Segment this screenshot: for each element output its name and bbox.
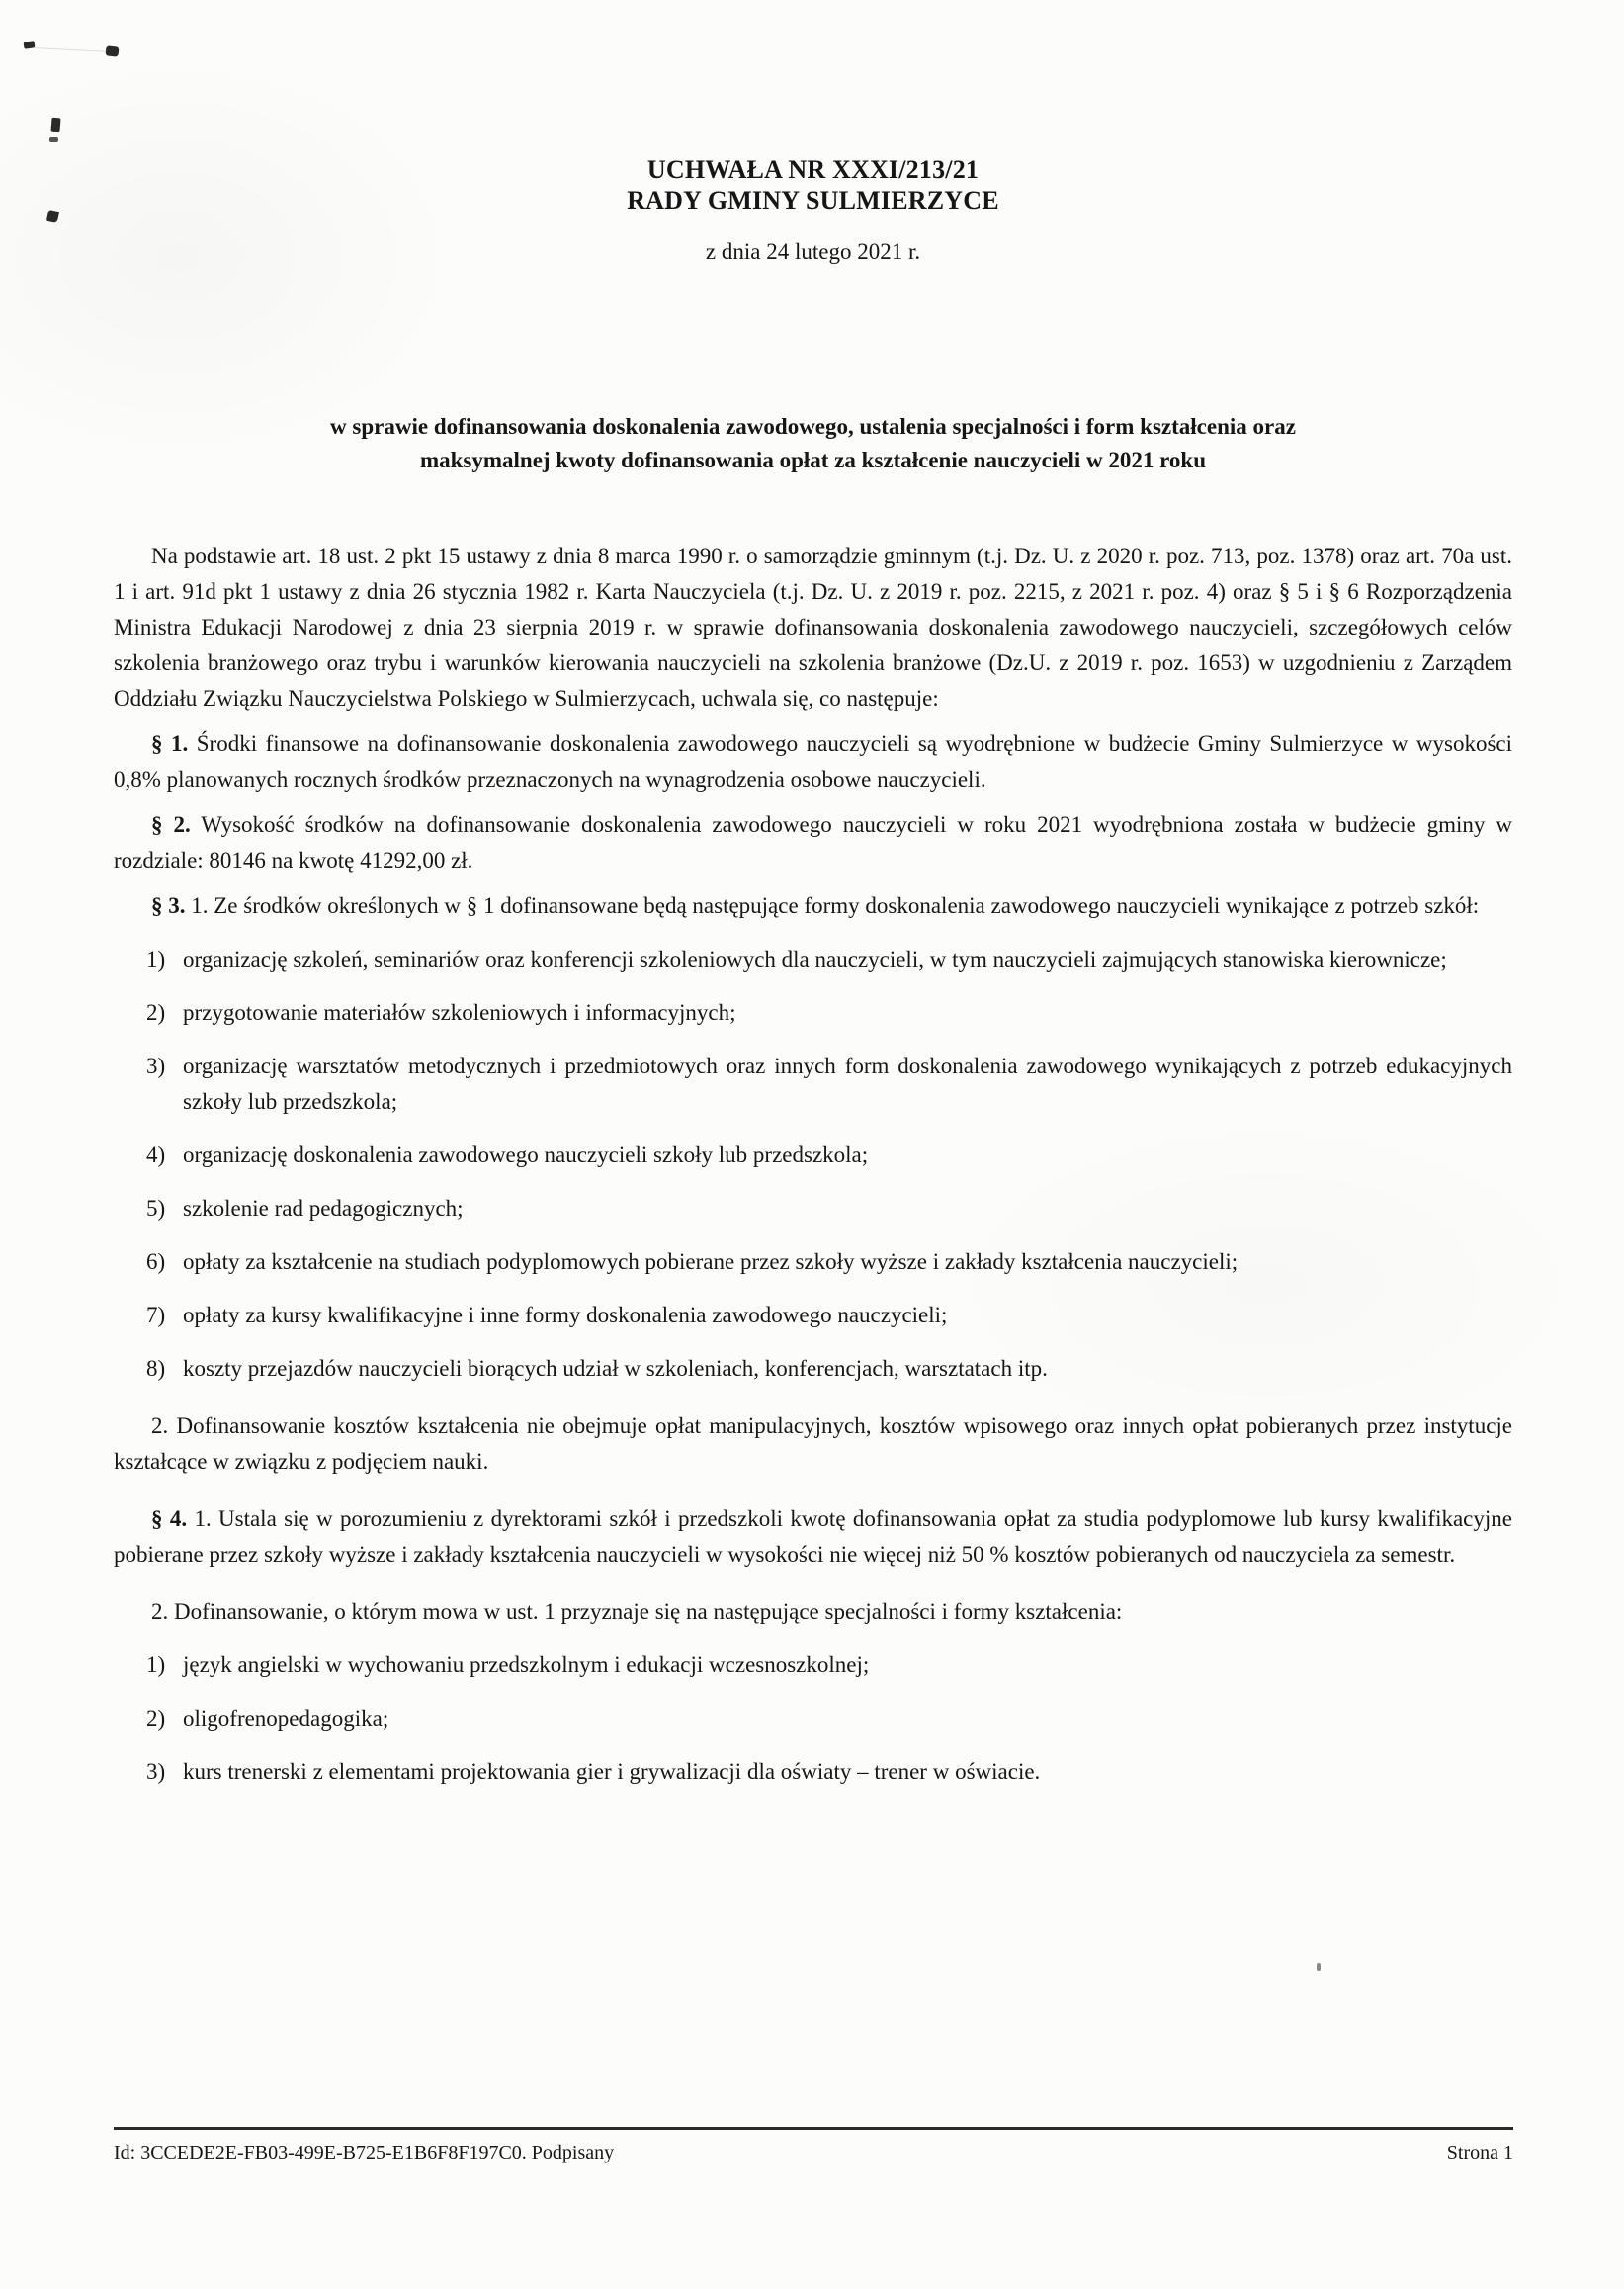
list-item-text: organizację szkoleń, seminariów oraz konferencji szkoleniowych dla nauczycieli, w tym nauczycieli zajmujących stanowiska kierownicze; — [183, 947, 1447, 972]
list-item-text: szkolenie rad pedagogicznych; — [183, 1196, 464, 1221]
list-item-text: przygotowanie materiałów szkoleniowych i informacyjnych; — [183, 1000, 736, 1025]
list-item-text: opłaty za kształcenie na studiach podyplomowych pobierane przez szkoły wyższe i zakłady kształcenia nauczycieli; — [183, 1249, 1239, 1274]
section-4-ust-2-paragraph: 2. Dofinansowanie, o którym mowa w ust. 1 przyznaje się na następujące specjalności i formy kształcenia: — [151, 1599, 1123, 1624]
section-4-paragraph — [114, 1501, 1512, 1572]
list-item-number: 2) — [146, 1000, 166, 1025]
section-2-marker: § 2. — [151, 812, 191, 837]
document-body — [114, 539, 1512, 1790]
scan-artifact-mark — [49, 137, 58, 142]
page-footer — [114, 2138, 1513, 2167]
list-item-text: kurs trenerski z elementami projektowania gier i grywalizacji dla oświaty – trener w oświacie. — [183, 1759, 1041, 1784]
list-item — [146, 1648, 1512, 1683]
numbered-list-forms — [114, 942, 1512, 1387]
list-item-number: 2) — [146, 1706, 166, 1731]
list-item — [146, 1298, 1512, 1333]
document-content — [114, 0, 1512, 1790]
list-item-number: 8) — [146, 1356, 166, 1381]
section-3-marker: § 3. — [151, 893, 186, 918]
list-item — [146, 1351, 1512, 1387]
document-date: z dnia 24 lutego 2021 r. — [705, 239, 921, 264]
list-item-number: 5) — [146, 1196, 166, 1221]
section-4-marker: § 4. — [151, 1506, 188, 1531]
section-2-text: Wysokość środków na dofinansowanie doskonalenia zawodowego nauczycieli w roku 2021 wyodrębniona została w budżecie gminy w rozdziale: 80146 na kwotę 41292,00 zł. — [114, 812, 1512, 873]
list-item — [146, 1191, 1512, 1227]
footer-page-number: Strona 1 — [1446, 2142, 1513, 2163]
scan-artifact-mark — [50, 118, 60, 133]
subject-line: maksymalnej kwoty dofinansowania opłat za kształcenie nauczycieli w 2021 roku — [419, 448, 1207, 472]
resolution-number: UCHWAŁA NR XXXI/213/21 — [646, 155, 980, 184]
list-item — [146, 1138, 1512, 1173]
list-item-text: język angielski w wychowaniu przedszkolnym i edukacji wczesnoszkolnej; — [183, 1653, 870, 1677]
document-title — [114, 154, 1512, 215]
issuing-body: RADY GMINY SULMIERZYCE — [627, 186, 999, 214]
section-1-paragraph — [114, 726, 1512, 798]
list-item — [146, 1244, 1512, 1280]
list-item-text: koszty przejazdów nauczycieli biorących udział w szkoleniach, konferencjach, warsztatach itp. — [183, 1356, 1048, 1381]
list-item — [146, 1701, 1512, 1737]
list-item-number: 4) — [146, 1143, 166, 1167]
list-item-text: opłaty za kursy kwalifikacyjne i inne formy doskonalenia zawodowego nauczycieli; — [183, 1303, 948, 1327]
section-1-text: Środki finansowe na dofinansowanie doskonalenia zawodowego nauczycieli są wyodrębnione w budżecie Gminy Sulmierzyce w wysokości 0,8% planowanych rocznych środków przeznaczonych na wynagrodzenia osobowe nauczycieli. — [114, 731, 1512, 792]
section-4-text: 1. Ustala się w porozumieniu z dyrektorami szkół i przedszkoli kwotę dofinansowania opłat za studia podyplomowe lub kursy kwalifikacyjne pobierane przez szkoły wyższe i zakłady kształcenia nauczycieli w wysokości nie więcej niż 50 % kosztów pobieranych od nauczyciela za semestr. — [114, 1506, 1512, 1567]
list-item-number: 7) — [146, 1303, 166, 1327]
list-item-text: oligofrenopedagogika; — [183, 1706, 389, 1731]
list-item-number: 3) — [146, 1054, 166, 1078]
section-1-marker: § 1. — [151, 731, 189, 756]
subject-line: w sprawie dofinansowania doskonalenia zawodowego, ustalenia specjalności i form kształcenia oraz — [330, 414, 1296, 439]
section-3-paragraph — [114, 889, 1512, 924]
footer-id-text: Id: 3CCEDE2E-FB03-499E-B725-E1B6F8F197C0. Podpisany — [114, 2142, 615, 2163]
section-2-paragraph — [114, 807, 1512, 879]
footer-divider — [114, 2127, 1513, 2130]
list-item — [146, 942, 1512, 977]
list-item — [146, 1049, 1512, 1120]
scan-artifact-mark — [46, 210, 59, 223]
list-item-number: 3) — [146, 1759, 166, 1784]
list-item-number: 1) — [146, 947, 166, 972]
list-item-number: 1) — [146, 1653, 166, 1677]
section-3-ust-2-paragraph: 2. Dofinansowanie kosztów kształcenia nie obejmuje opłat manipulacyjnych, kosztów wpisowego oraz innych opłat pobieranych przez instytucje kształcące w związku z podjęciem nauki. — [114, 1413, 1512, 1474]
numbered-list-specialties — [114, 1648, 1512, 1790]
list-item-text: organizację doskonalenia zawodowego nauczycieli szkoły lub przedszkola; — [183, 1143, 869, 1167]
list-item-text: organizację warsztatów metodycznych i przedmiotowych oraz innych form doskonalenia zawodowego wynikających z potrzeb edukacyjnych szkoły lub przedszkola; — [183, 1054, 1512, 1114]
scan-artifact-mark — [1317, 1963, 1321, 1971]
document-subject — [114, 410, 1512, 477]
list-item — [146, 995, 1512, 1031]
preamble-paragraph: Na podstawie art. 18 ust. 2 pkt 15 ustawy z dnia 8 marca 1990 r. o samorządzie gminnym (t.j. Dz. U. z 2020 r. poz. 713, poz. 1378) oraz art. 70a ust. 1 i art. 91d pkt 1 ustawy z dnia 26 stycznia 1982 r. Karta Nauczyciela (t.j. Dz. U. z 2019 r. poz. 2215, z 2021 r. poz. 4) oraz § 5 i § 6 Rozporządzenia Ministra Edukacji Narodowej z dnia 23 sierpnia 2019 r. w sprawie dofinansowania doskonalenia zawodowego nauczycieli, szczegółowych celów szkolenia branżowego oraz trybu i warunków kierowania nauczycieli na szkolenia branżowe (Dz.U. z 2019 r. poz. 1653) w uzgodnieniu z Zarządem Oddziału Związku Nauczycielstwa Polskiego w Sulmierzycach, uchwala się, co następuje: — [114, 544, 1512, 711]
list-item-number: 6) — [146, 1249, 166, 1274]
scan-artifact-line — [34, 47, 111, 52]
list-item — [146, 1754, 1512, 1790]
section-3-text: 1. Ze środków określonych w § 1 dofinansowane będą następujące formy doskonalenia zawodowego nauczycieli wynikające z potrzeb szkół: — [191, 893, 1480, 918]
